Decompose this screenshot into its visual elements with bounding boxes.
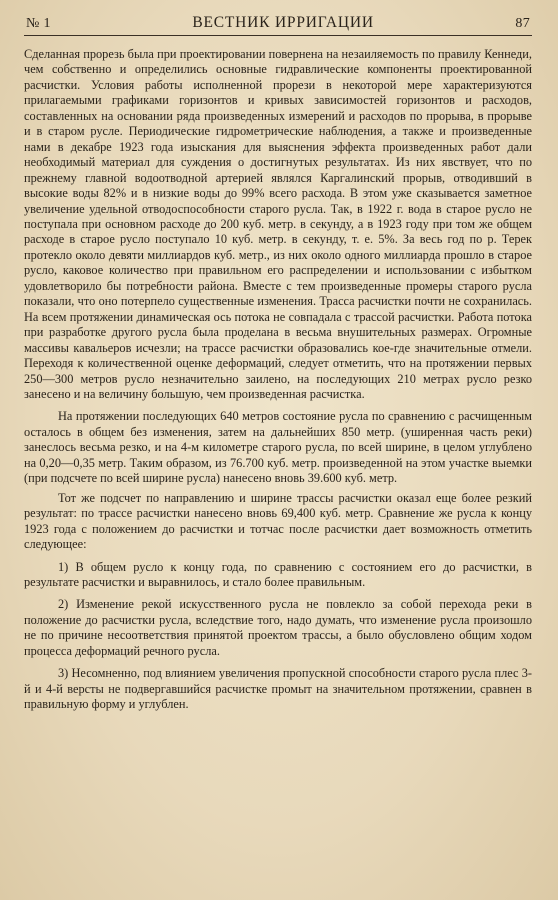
paragraph-3: Тот же подсчет по направлению и ширине трассы расчистки оказал еще более резкий результат: по трассе расчистки нанесено вновь 69,400 куб. метр. Сравнение же русла к концу 1923 года с положением до расчистки и тотчас после расчистки дает возможность отметить следующее:: [24, 490, 532, 552]
paragraph-2: На протяжении последующих 640 метров состояние русла по сравнению с расчищенным осталось в общем без изменения, затем на дальнейших 850 метр. (уширенная часть реки) занеслось весьма резко, и на 4-м километре старого русла, по всей ширине, в целом углублено на 0,20—0,35 метр. Таким образом, из 76.700 куб. метр. произведенной на этом участке выемки (при подсчете по всей ширине русла) нанесено вновь 39.600 куб. метр.: [24, 409, 532, 486]
page-number: 87: [515, 16, 530, 31]
journal-title: ВЕСТНИК ИРРИГАЦИИ: [192, 14, 374, 31]
list-item-2: 2) Изменение рекой искусственного русла не повлекло за собой перехода реки в положение до расчистки русла, вследствие того, надо думать, что изменение русла произошло не по причине несоответствия принятой проектом трассы, а было обусловлено общим ходом процесса деформаций речного русла.: [24, 597, 532, 658]
list-item-1: 1) В общем русло к концу года, по сравнению с состоянием его до расчистки, в результате расчистки и выравнилось, и стало более правильным.: [24, 559, 532, 589]
running-header: [24, 14, 532, 36]
list-item-3: 3) Несомненно, под влиянием увеличения пропускной способности старого русла плес 3-й и 4-й версты не подвергавшийся расчистке промыт на значительном протяжении, сравнен в правильную форму и углублен.: [24, 666, 532, 712]
article-body: [24, 47, 532, 713]
issue-number: № 1: [26, 16, 51, 31]
paragraph-1: Сделанная прорезь была при проектировании повернена на незаиляемость по правилу Кеннеди, чем собственно и определились основные гидравлические компоненты проектированной расчистки. Условия работы исполненной прорези в некоторой мере характеризуются прилагаемыми графиками горизонтов и кривых зависимостей горизонтов и расходов, составленных на основании ряда произведенных измерений и расходов по прорыва, в прорыве и в старом русле. Периодические гидрометрические наблюдения, а также и произведенные нами в декабре 1923 года изыскания для выяснения эффекта произведенных работ дали необходимый материал для суждения о достигнутых результатах. Из них явствует, что по прежнему главной водоотводной артерией являлся Каргалинский прорыв, отводивший в высокие воды 82% и в низкие воды до 99% всего расхода. В этом уже сказывается заметное увеличение удельной отводоспособности старого русла. Так, в 1922 г. вода в старое русло не поступала при основном расходе до 200 куб. метр. в секунду, а в 1923 году при том же общем расходе в старое русло поступало 10 куб. метр. в секунду, т. е. 5%. За весь год по р. Терек протекло около девяти миллиардов куб. метр., из них около одного миллиарда прошло в старое русло, каковое количество при правильном его распределении и использовании с избытком удовлетворило бы потребности района. Вместе с тем произведенные промеры старого русла показали, что оно потерпело существенные изменения. Трасса расчистки почти не сохранилась. На всем протяжении динамическая ось потока не совпадала с трассой расчистки. Работа потока при разработке другого русла была проделана в весьма внушительных размерах. Огромные массивы кавальеров исчезли; на трассе расчистки образовались кое-где значительные отмели. Переходя к количественной оценке деформаций, следует отметить, что на протяжении первых 250—300 метров русло незначительно заилено, на последующих 210 метрах русло резко занесено и на величину большую, чем произведенная расчистка.: [24, 47, 532, 401]
